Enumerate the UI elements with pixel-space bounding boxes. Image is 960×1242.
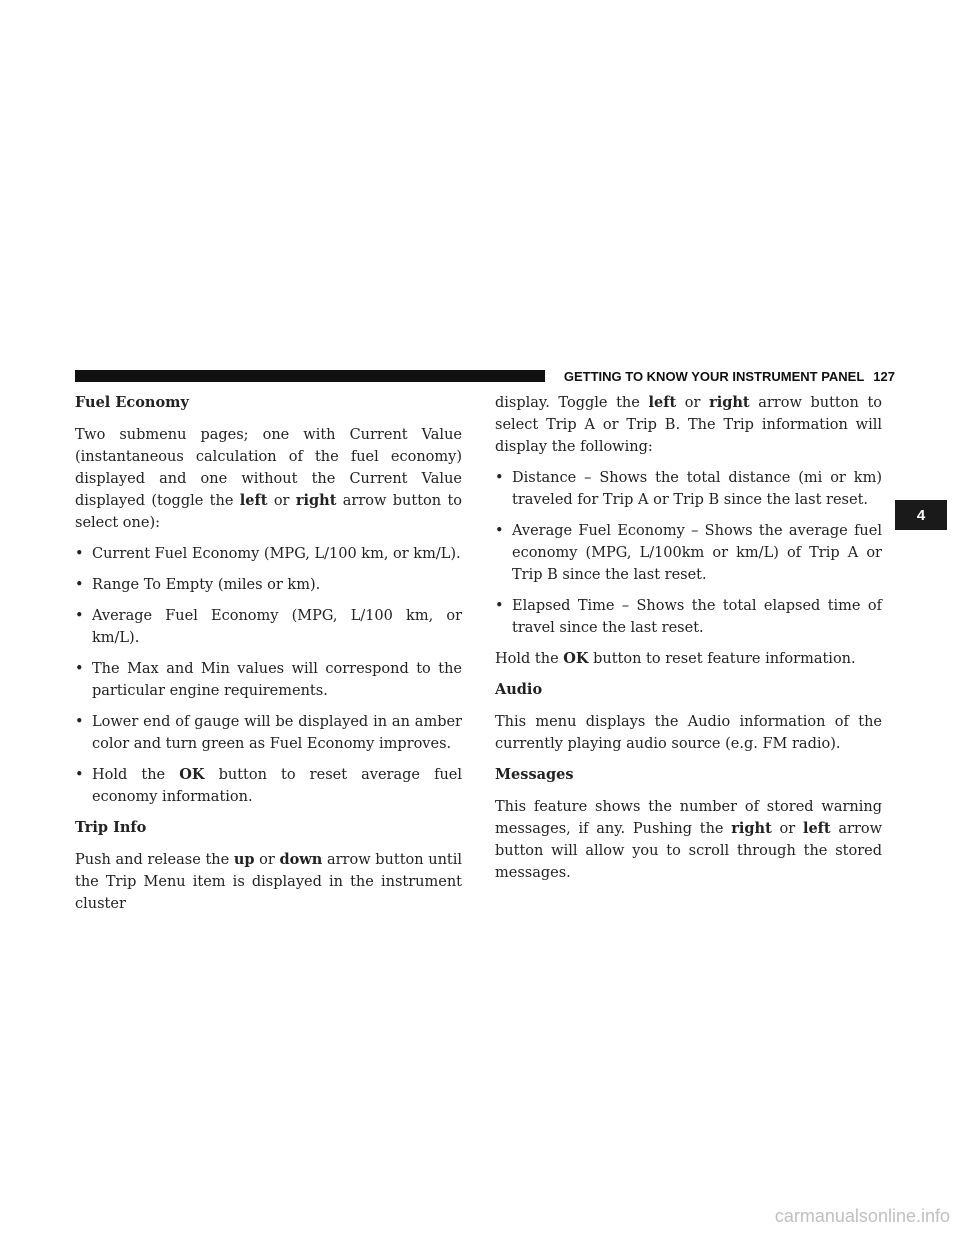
- fuel-economy-intro: Two submenu pages; one with Current Value (instantaneous calculation of the fuel economy) displayed and one without the Current Value displayed (toggle the left or right arrow button to select one):: [75, 427, 463, 531]
- messages-heading: Messages: [495, 766, 574, 783]
- messages-body: This feature shows the number of stored warning messages, if any. Pushing the right or left arrow button will allow you to scroll through the stored messages.: [495, 799, 883, 881]
- list-item: • Lower end of gauge will be displayed in an amber color and turn green as Fuel Economy improves.: [75, 711, 462, 755]
- bullet: •: [75, 577, 84, 593]
- page-number: 127: [873, 368, 895, 384]
- trip-info-reset: Hold the OK button to reset feature information.: [495, 650, 856, 667]
- list-item: • Average Fuel Economy – Shows the average fuel economy (MPG, L/100km or km/L) of Trip A or Trip B since the last reset.: [495, 520, 882, 586]
- right-column: [495, 392, 882, 893]
- bullet: •: [75, 714, 84, 730]
- audio-heading: Audio: [495, 681, 543, 698]
- bullet: •: [75, 608, 84, 624]
- list-item: • Range To Empty (miles or km).: [75, 574, 462, 596]
- trip-info-heading: Trip Info: [75, 819, 147, 836]
- watermark: carmanualsonline.info: [774, 1206, 950, 1226]
- chapter-tab: 4: [895, 500, 947, 530]
- trip-info-list: [495, 467, 882, 639]
- list-item: • Elapsed Time – Shows the total elapsed time of travel since the last reset.: [495, 595, 882, 639]
- fuel-economy-heading: Fuel Economy: [75, 394, 189, 411]
- audio-body: This menu displays the Audio information of the currently playing audio source (e.g. FM radio).: [495, 714, 882, 752]
- section-title: GETTING TO KNOW YOUR INSTRUMENT PANEL: [563, 368, 865, 384]
- fuel-economy-list: [75, 543, 462, 808]
- header-rule: [75, 370, 545, 382]
- bullet: •: [75, 546, 84, 562]
- running-header: [555, 366, 895, 386]
- list-item: • Average Fuel Economy (MPG, L/100 km, or km/L).: [75, 605, 462, 649]
- bullet: •: [495, 598, 504, 614]
- list-item: • The Max and Min values will correspond to the particular engine requirements.: [75, 658, 462, 702]
- bullet: •: [495, 523, 504, 539]
- bullet: •: [75, 661, 84, 677]
- trip-info-intro: Push and release the up or down arrow button until the Trip Menu item is displayed in the instrument cluster: [75, 851, 463, 912]
- bullet: •: [75, 767, 84, 783]
- trip-info-continued: display. Toggle the left or right arrow button to select Trip A or Trip B. The Trip information will display the following:: [495, 394, 883, 455]
- bullet: •: [495, 470, 504, 486]
- list-item: • Current Fuel Economy (MPG, L/100 km, or km/L).: [75, 543, 462, 565]
- list-item: • Distance – Shows the total distance (mi or km) traveled for Trip A or Trip B since the last reset.: [495, 467, 882, 511]
- left-column: [75, 392, 462, 924]
- list-item: • Hold the OK button to reset average fuel economy information.: [75, 766, 463, 805]
